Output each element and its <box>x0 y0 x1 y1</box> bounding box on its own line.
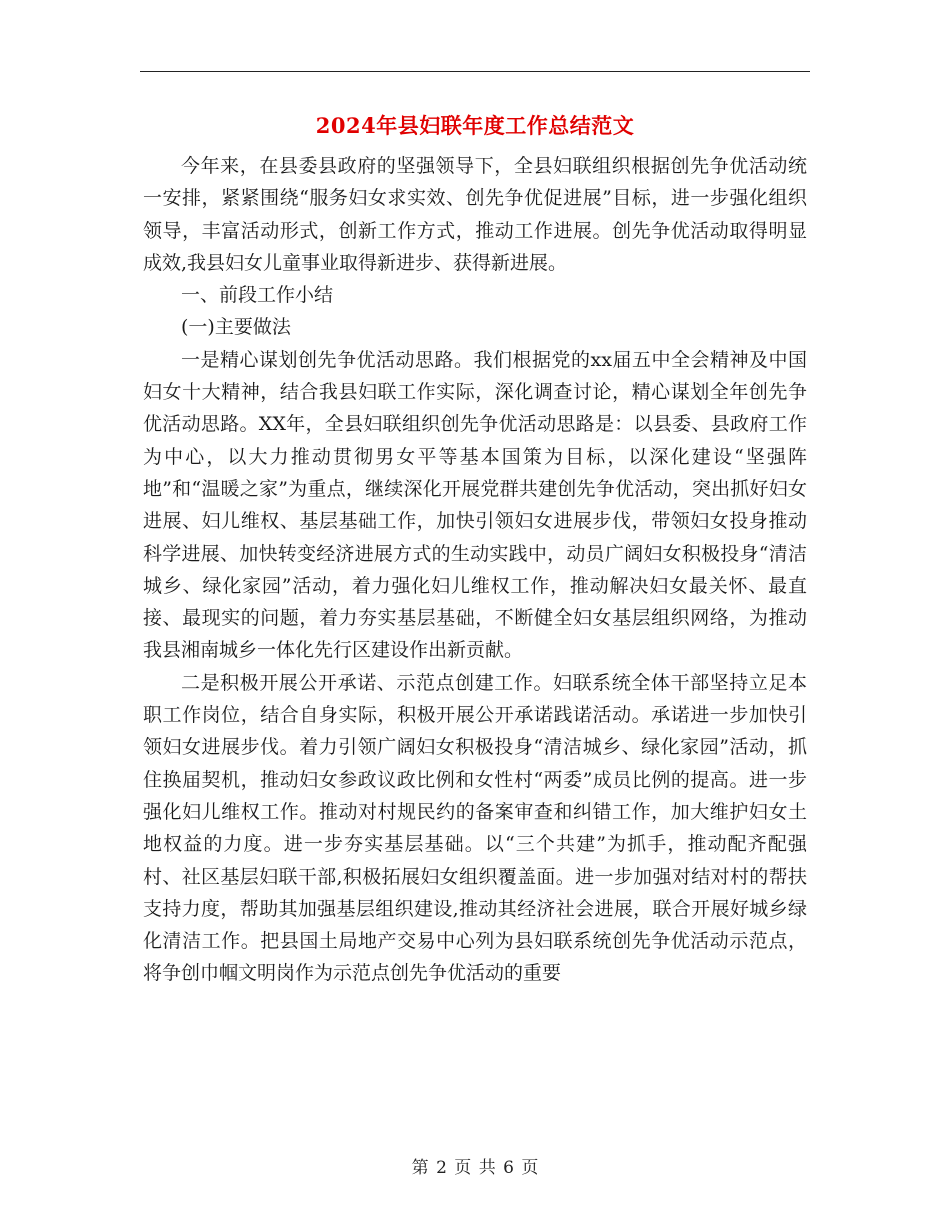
body-paragraph-2: 二是积极开展公开承诺、示范点创建工作。妇联系统全体干部坚持立足本职工作岗位，结合自身实际，积极开展公开承诺践诺活动。承诺进一步加快引领妇女进展步伐。着力引领广阔妇女积极投身“清洁城乡、绿化家园”活动，抓住换届契机，推动妇女参政议政比例和女性村“两委”成员比例的提高。进一步强化妇儿维权工作。推动对村规民约的备案审查和纠错工作，加大维护妇女土地权益的力度。进一步夯实基层基础。以“三个共建”为抓手，推动配齐配强村、社区基层妇联干部,积极拓展妇女组织覆盖面。进一步加强对结对村的帮扶支持力度，帮助其加强基层组织建设,推动其经济社会进展，联合开展好城乡绿化清洁工作。把县国土局地产交易中心列为县妇联系统创先争优活动示范点，将争创巾帼文明岗作为示范点创先争优活动的重要 <box>143 671 807 985</box>
body-paragraph-1: 一是精心谋划创先争优活动思路。我们根据党的xx届五中全会精神及中国妇女十大精神，结合我县妇联工作实际，深化调查讨论，精心谋划全年创先争优活动思路。XX年，全县妇联组织创先争优活动思路是：以县委、县政府工作为中心，以大力推动贯彻男女平等基本国策为目标，以深化建设“坚强阵地”和“温暖之家”为重点，继续深化开展党群共建创先争优活动，突出抓好妇女进展、妇儿维权、基层基础工作，加快引领妇女进展步伐，带领妇女投身推动科学进展、加快转变经济进展方式的生动实践中，动员广阔妇女积极投身“清洁城乡、绿化家园”活动，着力强化妇儿维权工作，推动解决妇女最关怀、最直接、最现实的问题，着力夯实基层基础，不断健全妇女基层组织网络，为推动我县湘南城乡一体化先行区建设作出新贡献。 <box>143 348 807 662</box>
intro-paragraph: 今年来，在县委县政府的坚强领导下，全县妇联组织根据创先争优活动统一安排，紧紧围绕“服务妇女求实效、创先争优促进展”目标，进一步强化组织领导，丰富活动形式，创新工作方式，推动工作进展。创先争优活动取得明显成效,我县妇女儿童事业取得新进步、获得新进展。 <box>143 155 807 274</box>
document-body <box>143 150 807 990</box>
section-heading: 一、前段工作小结 <box>181 284 334 307</box>
document-title: 2024年县妇联年度工作总结范文 <box>315 113 635 138</box>
header-rule <box>140 71 810 72</box>
page-number-footer: 第 2 页 共 6 页 <box>411 1158 539 1178</box>
subsection-heading: (一)主要做法 <box>181 316 291 339</box>
